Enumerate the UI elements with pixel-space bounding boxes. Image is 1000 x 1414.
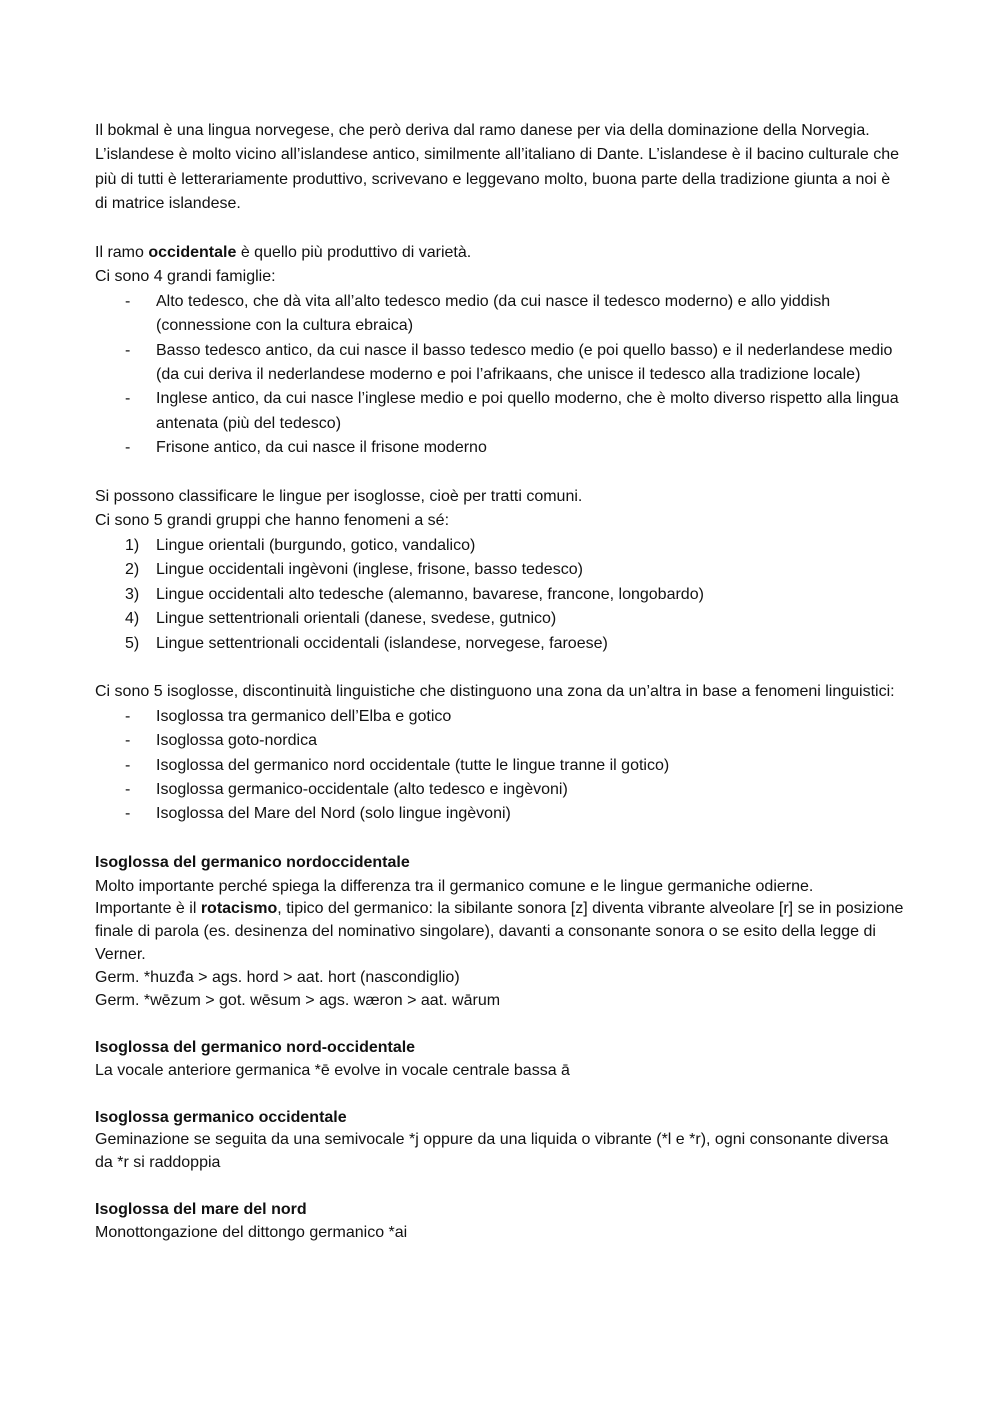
list-item bbox=[95, 754, 905, 778]
groups-paragraph: Si possono classificare le lingue per isoglosse, cioè per tratti comuni. bbox=[95, 488, 583, 506]
section-paragraph: La vocale anteriore germanica *ē evolve in vocale centrale bassa ā bbox=[95, 1061, 570, 1079]
example-line: Germ. *wēzum > got. wēsum > ags. wæron > aat. wārum bbox=[95, 991, 501, 1009]
list-item bbox=[95, 436, 905, 460]
spacer bbox=[95, 1082, 905, 1106]
list-item bbox=[95, 632, 905, 656]
dash-marker: - bbox=[125, 292, 131, 310]
list-item-text: Alto tedesco, che dà vita all’alto tedesco medio (da cui nasce il tedesco moderno) e allo yiddish (connessione con la cultura ebraica) bbox=[156, 292, 831, 335]
list-item-text: Isoglossa del germanico nord occidentale (tutte le lingue tranne il gotico) bbox=[156, 756, 670, 774]
spacer bbox=[95, 656, 905, 680]
rotacism-paragraph bbox=[95, 898, 905, 966]
number-marker: 5) bbox=[125, 634, 140, 652]
number-marker: 2) bbox=[125, 561, 140, 579]
dash-marker: - bbox=[125, 805, 131, 823]
western-branch-paragraph bbox=[95, 241, 905, 265]
dash-marker: - bbox=[125, 390, 131, 408]
dash-marker: - bbox=[125, 707, 131, 725]
spacer bbox=[95, 827, 905, 851]
list-item-text: Isoglossa del Mare del Nord (solo lingue ingèvoni) bbox=[156, 805, 511, 823]
section-heading-mare-del-nord: Isoglossa del mare del nord bbox=[95, 1201, 307, 1219]
list-item bbox=[95, 778, 905, 802]
list-item-text: Frisone antico, da cui nasce il frisone moderno bbox=[156, 439, 487, 457]
section-paragraph: Molto importante perché spiega la differenza tra il germanico comune e le lingue germaniche odierne. bbox=[95, 877, 814, 895]
number-marker: 4) bbox=[125, 610, 140, 628]
section-body-nordoccidentale bbox=[95, 876, 905, 1013]
list-item bbox=[95, 705, 905, 729]
list-item bbox=[95, 387, 905, 436]
spacer bbox=[95, 217, 905, 241]
list-item bbox=[95, 534, 905, 558]
list-item-text: Lingue occidentali ingèvoni (inglese, frisone, basso tedesco) bbox=[156, 561, 583, 579]
bold-term-occidentale: occidentale bbox=[148, 244, 237, 262]
text-run: Importante è il bbox=[95, 900, 201, 918]
section-heading-germanico-occidentale: Isoglossa germanico occidentale bbox=[95, 1108, 347, 1126]
section-paragraph: Geminazione se seguita da una semivocale *j oppure da una liquida o vibrante (*l e *r), ogni consonante diversa da *r si raddoppia bbox=[95, 1131, 889, 1172]
list-item bbox=[95, 290, 905, 339]
isoglosses-list bbox=[95, 705, 905, 827]
groups-list bbox=[95, 534, 905, 656]
spacer bbox=[95, 1175, 905, 1199]
dash-marker: - bbox=[125, 732, 131, 750]
list-item bbox=[95, 729, 905, 753]
list-item bbox=[95, 339, 905, 388]
list-item-text: Basso tedesco antico, da cui nasce il basso tedesco medio (e poi quello basso) e il nederlandese medio (da cui deriva il nederlandese moderno e poi l’afrikaans, che unisce il tedesco alla tradizione locale) bbox=[156, 341, 893, 384]
list-item-text: Lingue orientali (burgundo, gotico, vandalico) bbox=[156, 536, 476, 554]
list-item-text: Lingue settentrionali orientali (danese, svedese, gutnico) bbox=[156, 610, 557, 628]
section-paragraph: Monottongazione del dittongo germanico *ai bbox=[95, 1224, 408, 1242]
example-line: Germ. *huzđa > ags. hord > aat. hort (nascondiglio) bbox=[95, 968, 460, 986]
intro-paragraph-icelandic: L’islandese è molto vicino all’islandese antico, similmente all’italiano di Dante. L’islandese è il bacino culturale che più di tutti è letterariamente produttivo, scrivevano e leggevano molto, buona parte della tradizione giunta a noi è di matrice islandese. bbox=[95, 146, 900, 213]
number-marker: 1) bbox=[125, 536, 140, 554]
text-run: , tipico del germanico: la sibilante sonora [z] diventa vibrante alveolare [r] se in posizione finale di parola (es. desinenza del nominativo singolare), davanti a consonante sonora o se esito della legge di Verner. bbox=[95, 900, 904, 963]
text-run: Il ramo bbox=[95, 244, 149, 262]
list-item bbox=[95, 583, 905, 607]
list-item-text: Isoglossa goto-nordica bbox=[156, 732, 317, 750]
families-intro: Ci sono 4 grandi famiglie: bbox=[95, 268, 276, 286]
number-marker: 3) bbox=[125, 585, 140, 603]
dash-marker: - bbox=[125, 341, 131, 359]
list-item bbox=[95, 802, 905, 826]
dash-marker: - bbox=[125, 756, 131, 774]
section-heading-nord-occidentale: Isoglossa del germanico nord-occidentale bbox=[95, 1038, 416, 1056]
spacer bbox=[95, 461, 905, 485]
list-item-text: Inglese antico, da cui nasce l’inglese medio e poi quello moderno, che è molto diverso rispetto alla lingua antenata (più del tedesco) bbox=[156, 390, 899, 432]
dash-marker: - bbox=[125, 439, 131, 457]
text-run: è quello più produttivo di varietà. bbox=[236, 244, 472, 262]
dash-marker: - bbox=[125, 780, 131, 798]
list-item bbox=[95, 558, 905, 582]
groups-intro: Ci sono 5 grandi gruppi che hanno fenomeni a sé: bbox=[95, 512, 450, 530]
list-item-text: Lingue occidentali alto tedesche (alemanno, bavarese, francone, longobardo) bbox=[156, 585, 704, 603]
list-item bbox=[95, 607, 905, 631]
spacer bbox=[95, 1012, 905, 1036]
intro-paragraph-bokmal: Il bokmal è una lingua norvegese, che però deriva dal ramo danese per via della dominazione della Norvegia. bbox=[95, 122, 870, 139]
families-list bbox=[95, 290, 905, 461]
list-item-text: Lingue settentrionali occidentali (islandese, norvegese, faroese) bbox=[156, 634, 608, 652]
list-item-text: Isoglossa tra germanico dell’Elba e gotico bbox=[156, 707, 452, 725]
section-heading-nordoccidentale: Isoglossa del germanico nordoccidentale bbox=[95, 854, 410, 872]
isoglosses-intro: Ci sono 5 isoglosse, discontinuità linguistiche che distinguono una zona da un’altra in base a fenomeni linguistici: bbox=[95, 683, 895, 701]
bold-term-rotacismo: rotacismo bbox=[200, 900, 278, 918]
document-page bbox=[95, 119, 905, 1245]
list-item-text: Isoglossa germanico-occidentale (alto tedesco e ingèvoni) bbox=[156, 780, 568, 798]
